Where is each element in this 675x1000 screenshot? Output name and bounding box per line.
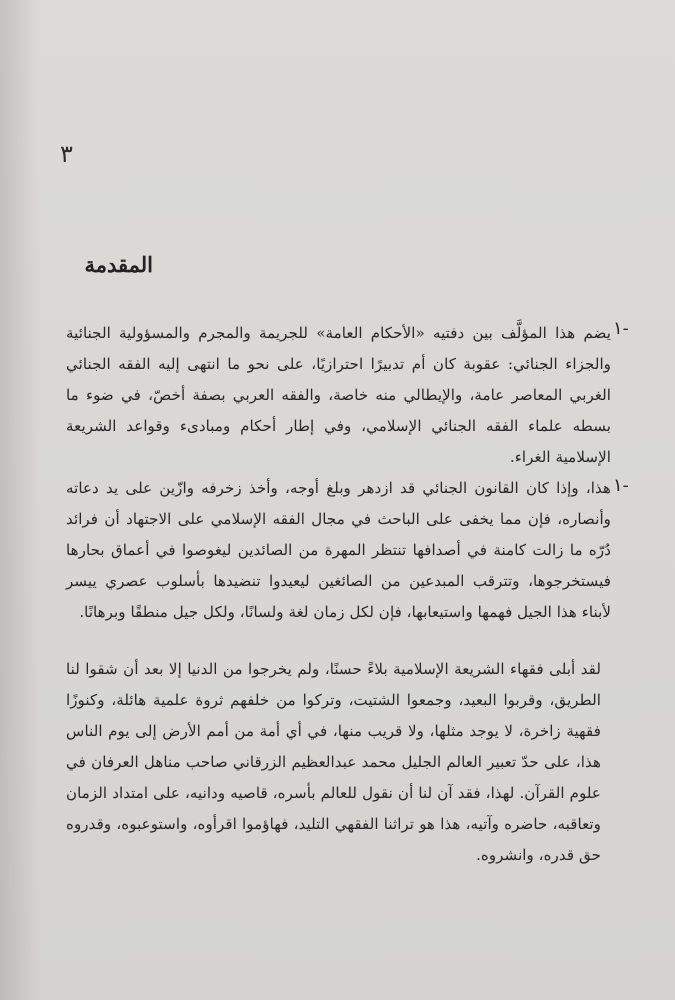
paragraph-number: ١- <box>613 318 629 339</box>
paragraph: يضم هذا المؤلَّف بين دفتيه «الأحكام العامة» للجريمة والمجرم والمسؤولية الجنائية والجزاء الجنائي: عقوبة كان أم تدبيرًا احترازيًا، على نحو ما انتهى إليه الفقه الجنائي الغربي المعاصر عامة، والإيطالي منه خاصة، والفقه العربي بصفة أخصّ، في ضوء ما بسطه علماء الفقه الجنائي الإسلامي، وفي إطار أحكام ومبادىء وقواعد الشريعة الإسلامية الغراء. <box>66 324 611 466</box>
paragraph: لقد أبلى فقهاء الشريعة الإسلامية بلاءً حسنًا، ولم يخرجوا من الدنيا إلا بعد أن شقوا لنا الطريق، وقربوا البعيد، وجمعوا الشتيت، وتركوا من خلفهم ثروة علمية هائلة، وكنوزًا فقهية زاخرة، لا يوجد مثلها، ولا قريب منها، في أي أمة من أمم الأرض إلى يوم الناس هذا، على حدّ تعبير العالم الجليل محمد عبدالعظيم الزرقاني صاحب مناهل العرفان في علوم القرآن. لهذا، فقد آن لنا أن نقول للعالم بأسره، قاصيه ودانيه، على امتداد الزمان وتعاقبه، حاضره وآتيه، هذا هو تراثنا الفقهي التليد، فهاؤموا اقرأوه، واستوعبوه، وقدروه حق قدره، وانشروه. <box>66 660 601 864</box>
section-heading: المقدمة <box>84 252 153 277</box>
paragraph-number: ١- <box>613 475 629 496</box>
page-edge-shadow <box>0 0 40 1000</box>
paragraph: هذا، وإذا كان القانون الجنائي قد ازدهر وبلغ أوجه، وأخذ زخرفه وازّين على يد دعاته وأنصاره، فإن مما يخفى على الباحث في مجال الفقه الإسلامي على الاجتهاد أن فرائد دُرّه ما زالت كامنة في أصدافها تنتظر المهرة من الصائدين ليغوصوا في أعماق بحارها فيستخرجوها، وتترقب المبدعين من الصائغين ليعيدوا تنضيدها بأسلوب عصري ييسر لأبناء هذا الجيل فهمها واستيعابها، فإن لكل زمان لغة ولسانًا، ولكل جيل منطقًا وبرهانًا. <box>66 479 611 621</box>
page-number: ٣ <box>60 140 73 168</box>
